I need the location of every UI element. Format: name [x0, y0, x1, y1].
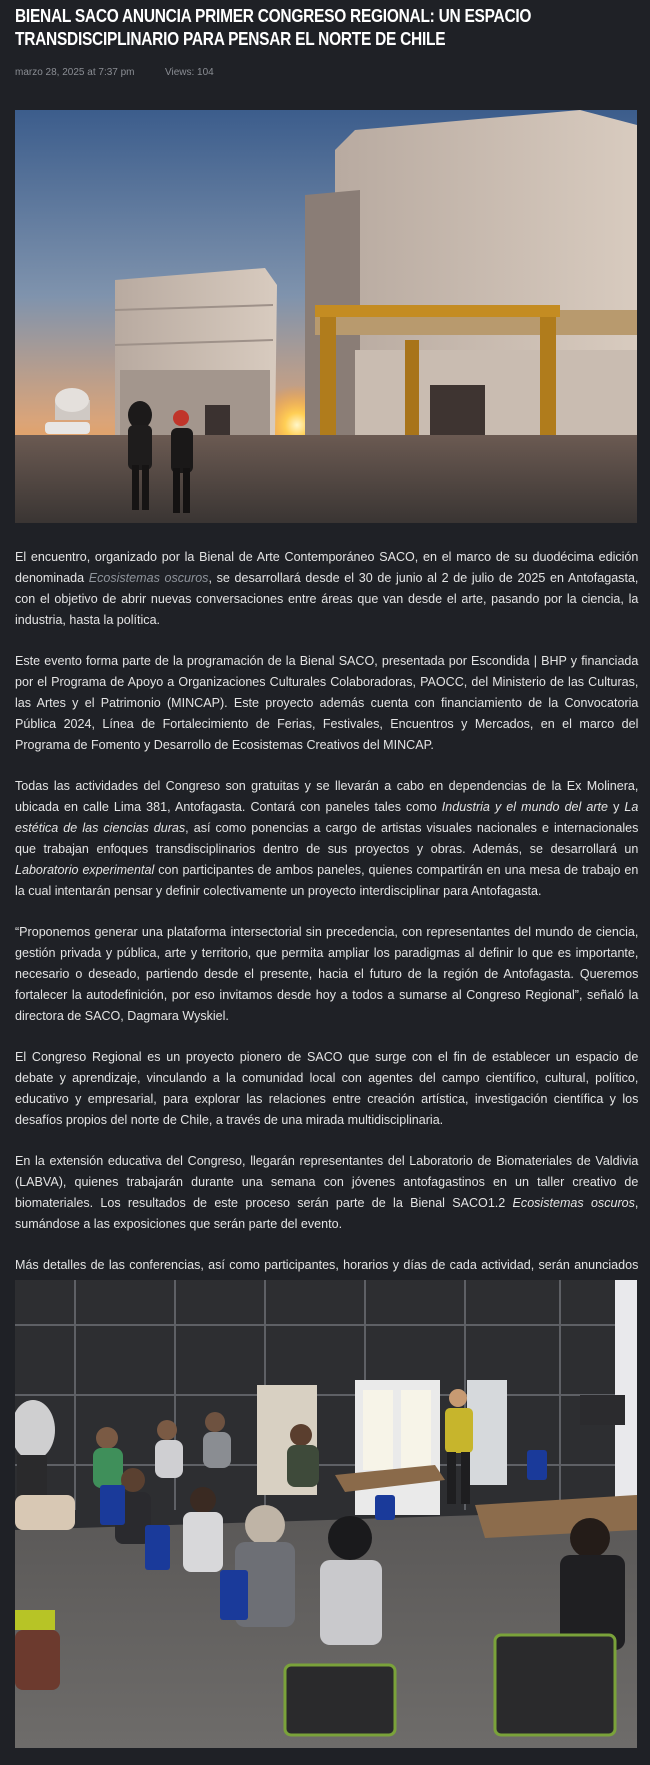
paragraph-6-text-a: En la extensión educativa del Congreso, llegarán representantes del Laboratorio de Biomateriales de Valdivia (LABVA), quienes trabajarán durante una semana con jóvenes antofagastinos en un taller creativo de biomateriales. Los resultados de este proceso serán parte de la Bienal SACO1.2 — [15, 1153, 639, 1210]
paragraph-1 — [15, 546, 638, 630]
paragraph-1-text-b: , se desarrollará desde el 30 de junio al 2 de julio de 2025 en Antofagasta, con el objetivo de abrir nuevas conversaciones entre áreas que van desde el arte, pasando por la ciencia, la industria, hasta la política. — [15, 570, 639, 627]
paragraph-1-text-a: El encuentro, organizado por la Bienal de Arte Contemporáneo SACO, en el marco de su duodécima edición denominada — [15, 549, 639, 585]
ecosistemas-oscuros-title: Ecosistemas oscuros — [512, 1195, 635, 1210]
observatory-photo — [15, 110, 637, 523]
publish-date: marzo 28, 2025 at 7:37 pm — [15, 67, 135, 78]
view-count: Views: 104 — [165, 67, 214, 78]
article-body — [15, 546, 638, 1316]
paragraph-3 — [15, 775, 638, 901]
laboratorio-experimental: Laboratorio experimental — [15, 862, 155, 877]
paragraph-3-text-d: con participantes de ambos paneles, quienes compartirán en una mesa de trabajo en la cual intentarán pensar y definir colectivamente un proyecto interdisciplinar para Antofagasta. — [15, 862, 639, 898]
paragraph-6-text-b: , sumándose a las exposiciones que serán parte del evento. — [15, 1195, 639, 1231]
paragraph-4: “Proponemos generar una plataforma intersectorial sin precedencia, con representantes del mundo de ciencia, gestión privada y pública, arte y territorio, que permita ampliar los paradigmas al definir lo que es importante, necesario o deseado, partiendo desde el presente, hacia el futuro de la región de Antofagasta. Queremos fortalecer la autodefinición, por eso invitamos desde hoy a todos a sumarse al Congreso Regional”, señaló la directora de SACO, Dagmara Wyskiel. — [15, 924, 639, 1023]
article-title: BIENAL SACO ANUNCIA PRIMER CONGRESO REGIONAL: UN ESPACIO TRANSDISCIPLINARIO PARA PENSAR EL NORTE DE CHILE — [15, 6, 532, 49]
paragraph-3-text-c: , así como ponencias a cargo de artistas visuales nacionales e internacionales que trabajan enfoques transdisciplinarios dentro de sus proyectos y obras. Además, se desarrollará un — [15, 820, 639, 856]
paragraph-5: El Congreso Regional es un proyecto pionero de SACO que surge con el fin de establecer un espacio de debate y aprendizaje, vinculando a la comunidad local con agentes del campo científico, cultural, político, educativo y empresarial, para explorar las relaciones entre creación artística, investigación científica y los desafíos propios del norte de Chile, a través de una mirada multidisciplinaria. — [15, 1049, 639, 1127]
congress-room-photo — [15, 1280, 637, 1748]
ecosistemas-oscuros-link[interactable]: Ecosistemas oscuros — [88, 570, 209, 585]
panel-industria: Industria y el mundo del arte — [441, 799, 609, 814]
paragraph-7-text-a: Más detalles de las conferencias, así como participantes, horarios y días de cada actividad, serán anunciados — [15, 1257, 639, 1272]
panel-estetica: La estética de las ciencias duras — [15, 799, 639, 835]
article-meta — [15, 67, 214, 78]
paragraph-6 — [15, 1150, 638, 1234]
paragraph-3-text-b: y — [608, 799, 625, 814]
paragraph-2: Este evento forma parte de la programación de la Bienal SACO, presentada por Escondida | BHP y financiada por el Programa de Apoyo a Organizaciones Culturales Colaboradoras, PAOCC, del Ministerio de las Culturas, las Artes y el Patrimonio (MINCAP). Este proyecto además cuenta con financiamiento de la Convocatoria Pública 2024, Línea de Fortalecimiento de Ferias, Festivales, Encuentros y Mercados, en el marco del Programa de Fomento y Desarrollo de Ecosistemas Creativos del MINCAP. — [15, 653, 639, 752]
paragraph-3-text-a: Todas las actividades del Congreso son gratuitas y se llevarán a cabo en dependencias de la Ex Molinera, ubicada en calle Lima 381, Antofagasta. Contará con paneles tales como — [15, 778, 639, 814]
